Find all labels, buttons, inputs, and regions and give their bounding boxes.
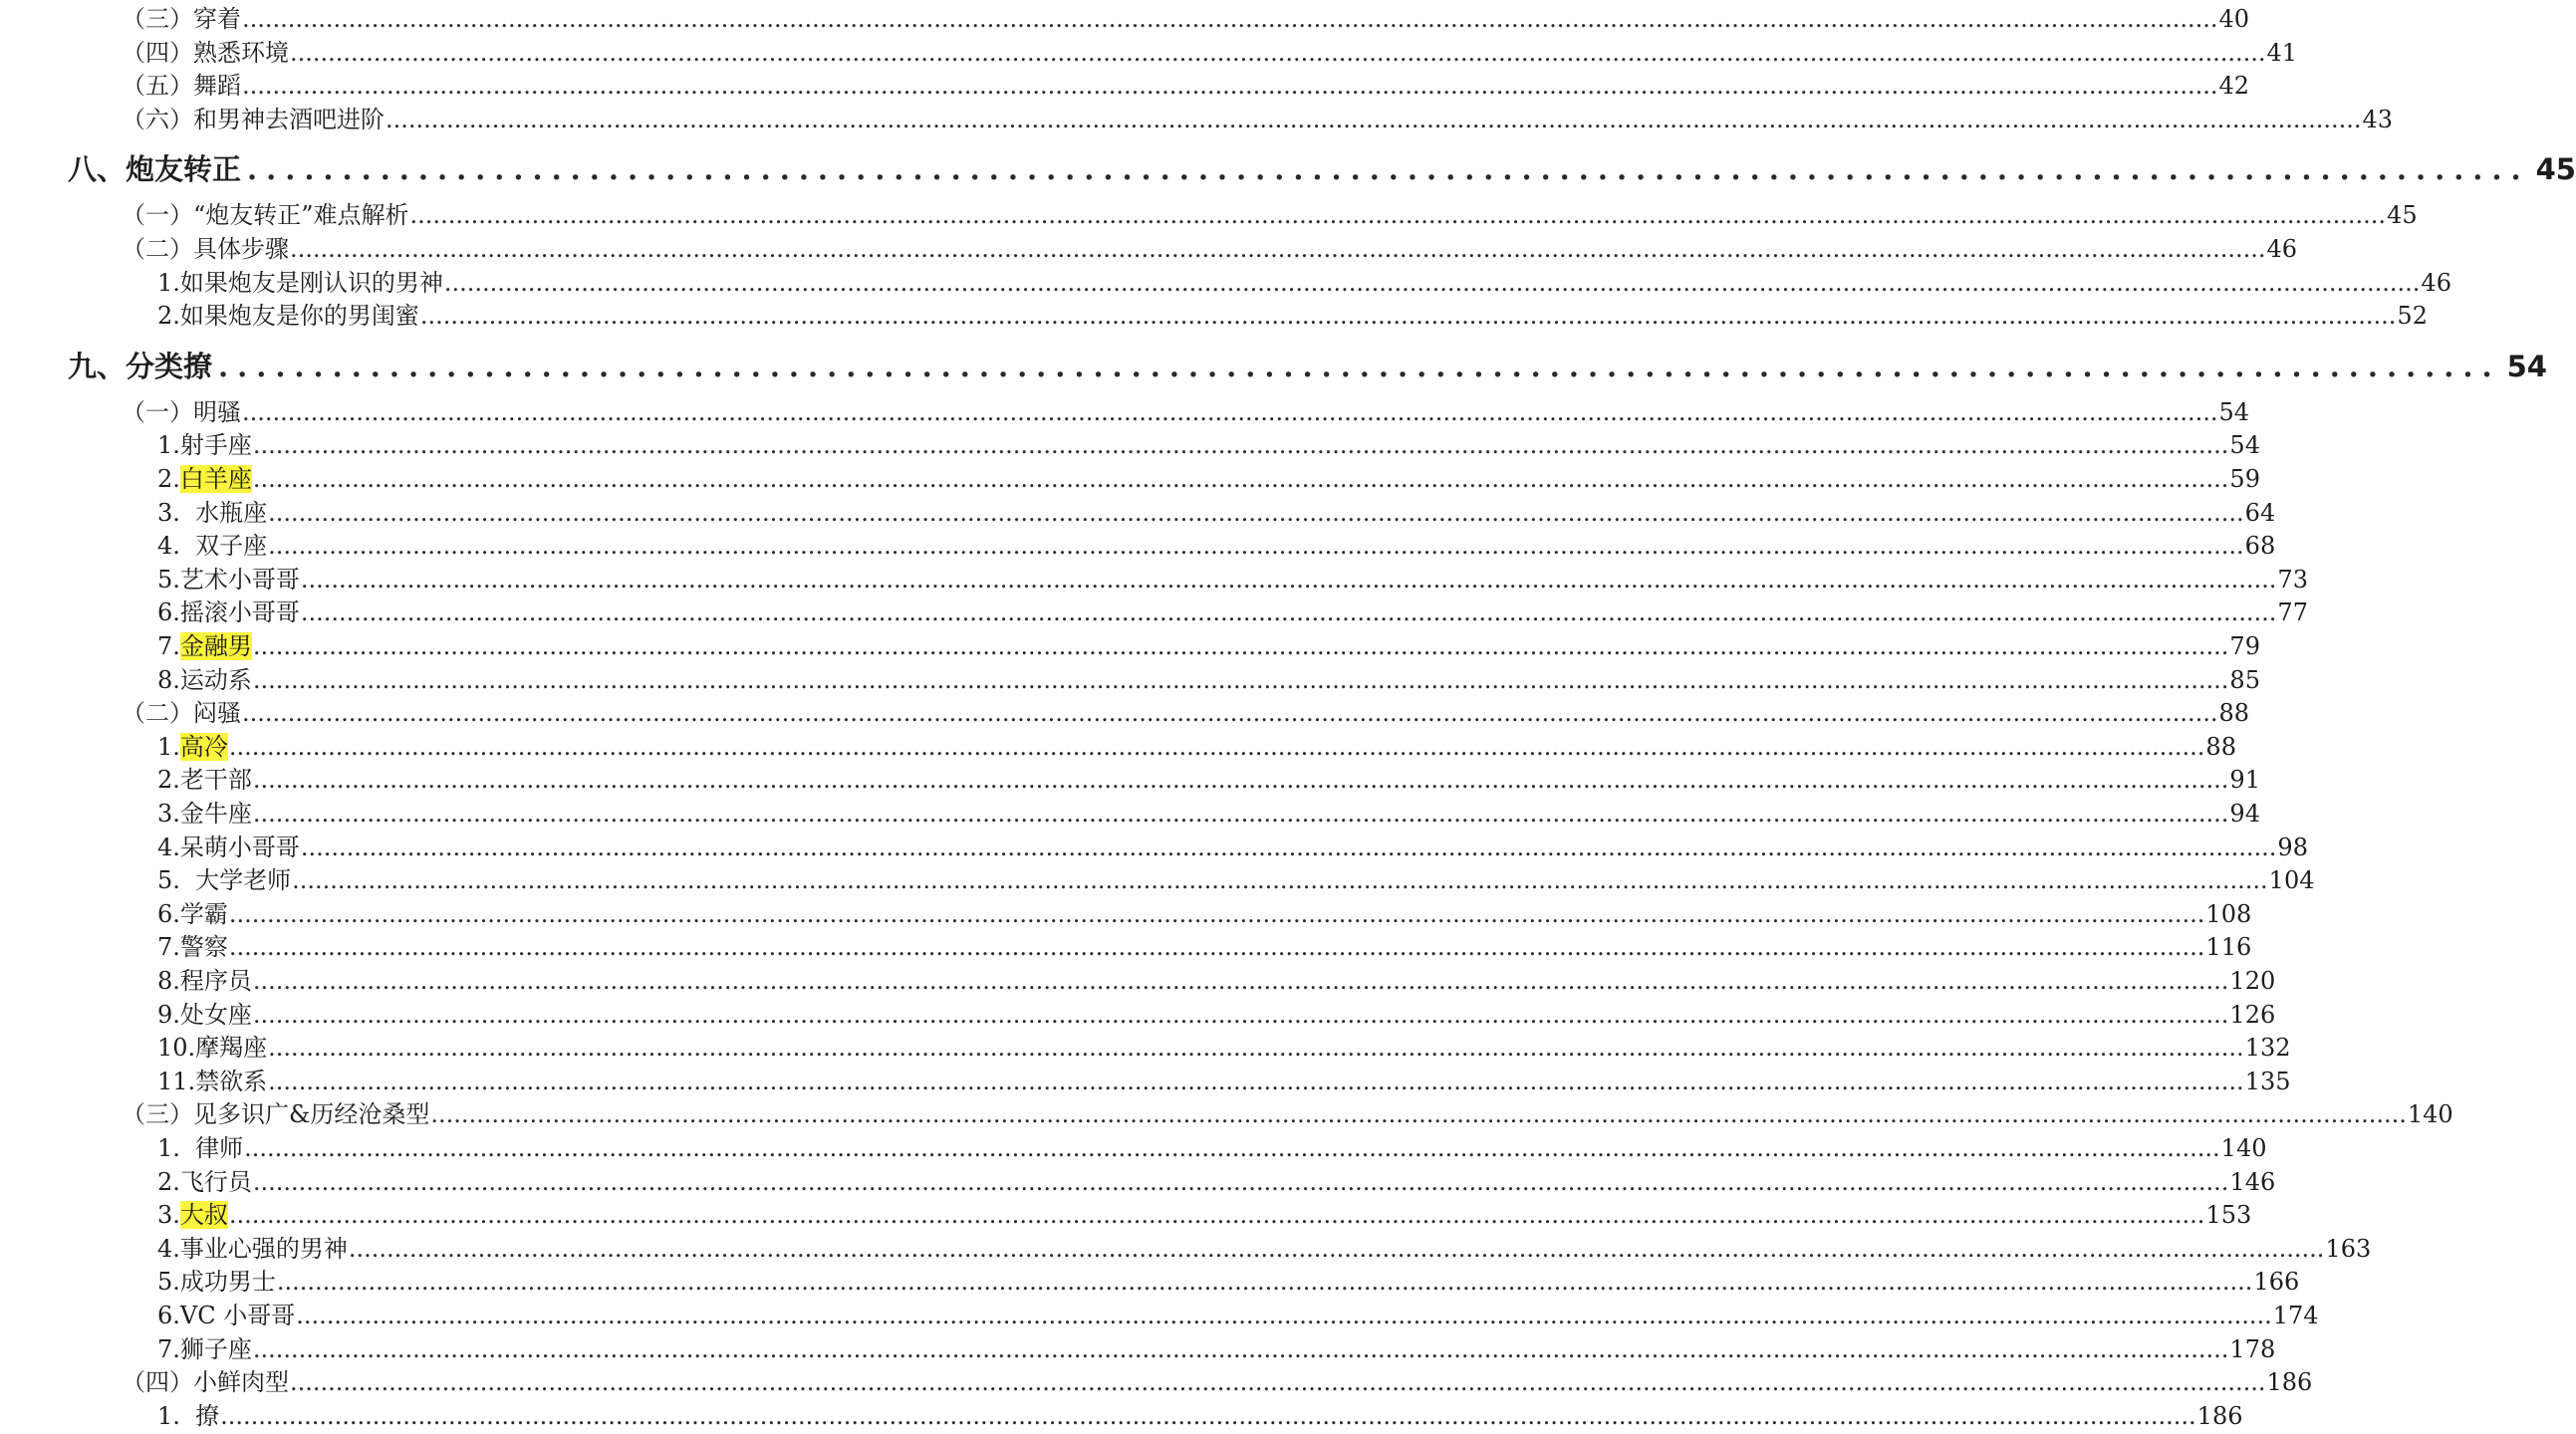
toc-entry-title: 舞蹈 <box>193 72 241 101</box>
toc-entry-prefix: 3. <box>157 498 196 527</box>
toc-entry-prefix: 2. <box>157 302 180 331</box>
dot-leader: .................................................................................................................................................................................................................................................................... <box>242 72 2218 101</box>
toc-entry-prefix: 11. <box>157 1067 196 1095</box>
toc-entry-label <box>157 1334 252 1364</box>
toc-page-number: 43 <box>2362 105 2394 133</box>
toc-entry-prefix: 2. <box>157 465 180 493</box>
toc-page-number: 52 <box>2397 302 2428 331</box>
toc-entry-label <box>122 105 385 134</box>
toc-item[interactable] <box>157 1033 2291 1063</box>
toc-page-number: 108 <box>2205 899 2252 928</box>
toc-page-number: 85 <box>2229 665 2260 694</box>
toc-entry-label <box>68 349 212 384</box>
toc-item[interactable] <box>157 268 2451 298</box>
toc-entry-title: 白羊座 <box>179 465 252 493</box>
toc-section[interactable] <box>122 698 2250 728</box>
dot-leader: .................................................................................................................................................................................................................................................................... <box>228 1201 2205 1230</box>
toc-section[interactable] <box>122 1367 2313 1397</box>
toc-page-number: 135 <box>2244 1067 2291 1095</box>
toc-entry-prefix: 8. <box>157 665 180 694</box>
toc-entry-prefix: 九、 <box>68 349 127 383</box>
toc-entry-title: 禁欲系 <box>195 1067 268 1095</box>
toc-page-number: 166 <box>2253 1268 2300 1297</box>
toc-item[interactable] <box>157 799 2260 829</box>
toc-entry-title: 和男神去酒吧进阶 <box>193 105 385 133</box>
toc-entry-prefix: 6. <box>157 598 180 627</box>
toc-item[interactable] <box>157 301 2428 331</box>
dot-leader: .................................................................................................................................................................................................................................................................... <box>386 105 2362 133</box>
dot-leader: .................................................................................................................................................................................................................................................................... <box>268 1067 2244 1095</box>
toc-entry-label <box>157 268 443 298</box>
toc-item[interactable] <box>157 430 2260 460</box>
toc-entry-prefix: 1. <box>157 268 180 297</box>
toc-entry-title: 运动系 <box>179 665 252 694</box>
toc-entry-label <box>157 531 267 561</box>
toc-section[interactable] <box>122 200 2418 230</box>
toc-entry-title: 金融男 <box>179 632 252 660</box>
toc-page-number: 45 <box>2387 201 2418 230</box>
dot-leader: .................................................................................................................................................................................................................................................................... <box>242 5 2218 33</box>
dot-leader: .................................................................................................................................................................................................................................................................... <box>242 699 2218 728</box>
toc-entry-prefix: （一） <box>122 397 193 426</box>
toc-entry-label <box>122 4 241 34</box>
toc-entry-title: 成功男士 <box>179 1268 276 1297</box>
dot-leader: .................................................................................................................................................................................................................................................................... <box>268 498 2244 527</box>
toc-entry-prefix: （四） <box>122 38 193 67</box>
dot-leader: .................................................................................................................................................................................................................................................................... <box>252 766 2229 795</box>
toc-entry-title: 老干部 <box>179 766 252 795</box>
toc-section[interactable] <box>122 234 2298 264</box>
toc-page-number: 186 <box>2196 1401 2243 1430</box>
toc-entry-label <box>122 1099 429 1129</box>
toc-entry-title: 艺术小哥哥 <box>179 565 300 594</box>
toc-entry-title: 处女座 <box>179 1000 252 1029</box>
dot-leader: .................................................................................................................................................................................................................................................................... <box>348 1234 2325 1263</box>
toc-entry-title: 金牛座 <box>179 800 252 828</box>
toc-item[interactable] <box>157 665 2260 695</box>
toc-chapter[interactable] <box>68 151 2576 187</box>
toc-entry-prefix: 5. <box>157 1268 180 1297</box>
toc-item[interactable] <box>157 464 2260 494</box>
toc-entry-prefix: 2. <box>157 766 180 795</box>
toc-entry-prefix: 5. <box>157 866 196 895</box>
toc-item[interactable] <box>157 1200 2252 1230</box>
toc-entry-label <box>157 833 300 862</box>
toc-entry-label <box>157 565 300 595</box>
toc-entry-prefix: （二） <box>122 235 193 263</box>
toc-item[interactable] <box>157 1067 2291 1096</box>
toc-page-number: 126 <box>2229 1000 2276 1029</box>
toc-page-number: 132 <box>2244 1034 2291 1063</box>
toc-entry-label <box>157 1301 295 1330</box>
toc-item[interactable] <box>157 1334 2276 1364</box>
toc-entry-title: 穿着 <box>193 5 241 33</box>
dot-leader: .................................................................................................................................................................................................................................................................... <box>300 833 2277 861</box>
toc-entry-prefix: （五） <box>122 72 193 101</box>
toc-entry-prefix: （三） <box>122 1100 193 1129</box>
toc-entry-label <box>157 799 252 829</box>
dot-leader: .................................................................................................................................................................................................................................................................... <box>300 598 2277 627</box>
toc-page-number: 40 <box>2218 5 2250 33</box>
dot-leader: .................................................................................................................................................................................................................................................................... <box>252 1334 2229 1363</box>
toc-entry-title: 如果炮友是刚认识的男神 <box>179 268 443 297</box>
toc-page-number: 120 <box>2229 967 2276 995</box>
toc-entry-title: 摩羯座 <box>195 1034 268 1063</box>
toc-item[interactable] <box>157 1401 2243 1431</box>
toc-page-number: 73 <box>2277 565 2308 594</box>
toc-entry-prefix: 8. <box>157 967 180 995</box>
toc-entry-prefix: 4. <box>157 532 196 561</box>
toc-entry-title: VC 小哥哥 <box>179 1302 296 1329</box>
toc-entry-label <box>157 966 252 996</box>
toc-entry-title: 见多识广&历经沧桑型 <box>193 1100 430 1129</box>
dot-leader: .................................................................................................................................................................................................................................................................... <box>228 899 2205 928</box>
toc-page-number: 140 <box>2407 1100 2453 1129</box>
toc-item[interactable] <box>157 498 2276 528</box>
toc-entry-label <box>157 598 300 627</box>
toc-entry-prefix: （六） <box>122 105 193 133</box>
toc-entry-title: 闷骚 <box>193 699 241 728</box>
toc-section[interactable] <box>122 1099 2453 1129</box>
toc-entry-prefix: 1. <box>157 1401 196 1430</box>
toc-entry-title: 如果炮友是你的男闺蜜 <box>179 302 419 331</box>
toc-page-number: 46 <box>2266 235 2298 263</box>
toc-entry-title: 熟悉环境 <box>193 38 289 67</box>
toc-entry-prefix: 4. <box>157 1234 180 1263</box>
toc-entry-prefix: 1. <box>157 431 180 460</box>
toc-entry-label <box>122 397 241 427</box>
toc-item[interactable] <box>157 1133 2267 1163</box>
dot-leader: .................................................................................................................................................................................................................................................................... <box>290 38 2266 67</box>
toc-item[interactable] <box>157 531 2276 561</box>
dot-leader: .................................................................................................................................................................................................................................................................... <box>300 565 2277 594</box>
toc-entry-title: 飞行员 <box>179 1167 252 1196</box>
toc-page-number: 88 <box>2205 732 2236 761</box>
toc-item[interactable] <box>157 865 2315 895</box>
dot-leader: .................................................................................................................................................................................................................................................................... <box>276 1268 2253 1297</box>
dot-leader: .................................................................................................................................................................................................................................................................... <box>290 1368 2266 1397</box>
toc-page-number: 104 <box>2268 866 2315 895</box>
dot-leader: .................................................................................................................................................................................................................................................................... <box>296 1302 2272 1329</box>
toc-entry-prefix: 3. <box>157 1201 180 1230</box>
toc-page-number: 42 <box>2218 72 2250 101</box>
toc-entry-title: 事业心强的男神 <box>179 1234 348 1263</box>
toc-page-number: 178 <box>2229 1334 2276 1363</box>
toc-item[interactable] <box>157 1234 2372 1264</box>
toc-entry-label <box>157 1133 243 1163</box>
toc-entry-label <box>122 200 409 230</box>
toc-entry-prefix: 7. <box>157 1334 180 1363</box>
toc-section[interactable] <box>122 4 2250 34</box>
toc-entry-label <box>157 665 252 695</box>
toc-page-number: 68 <box>2244 532 2276 561</box>
dot-leader: .................................................................................................................................................................................................................................................................... <box>292 866 2268 895</box>
dot-leader: ........................................................................................................................ <box>247 152 2530 187</box>
toc-entry-title: 炮友转正 <box>126 152 242 187</box>
toc-entry-prefix: 1. <box>157 732 180 761</box>
toc-page-number: 174 <box>2272 1302 2319 1329</box>
toc-entry-title: 撩 <box>195 1401 220 1430</box>
toc-entry-label <box>122 1367 289 1397</box>
toc-entry-prefix: 6. <box>157 1302 180 1329</box>
toc-entry-label <box>157 765 252 795</box>
toc-page-number: 163 <box>2325 1234 2372 1263</box>
toc-entry-title: 明骚 <box>193 397 241 426</box>
dot-leader: .................................................................................................................................................................................................................................................................... <box>409 201 2387 230</box>
toc-entry-title: 律师 <box>195 1134 244 1162</box>
toc-entry-prefix: （一） <box>122 201 193 230</box>
toc-entry-label <box>122 234 289 264</box>
dot-leader: ........................................................................................................................ <box>218 349 2501 383</box>
toc-entry-prefix: 5. <box>157 565 180 594</box>
toc-entry-title: 大叔 <box>179 1201 228 1230</box>
toc-page-number: 79 <box>2229 632 2260 660</box>
toc-entry-title: 程序员 <box>179 967 252 995</box>
toc-entry-label <box>157 301 419 331</box>
toc-item[interactable] <box>157 932 2252 962</box>
toc-item[interactable] <box>157 966 2276 996</box>
dot-leader: .................................................................................................................................................................................................................................................................... <box>220 1401 2196 1430</box>
dot-leader: .................................................................................................................................................................................................................................................................... <box>252 1167 2229 1196</box>
toc-page-number: 41 <box>2266 38 2298 67</box>
toc-entry-title: 水瓶座 <box>195 498 268 527</box>
toc-entry-prefix: 3. <box>157 800 180 828</box>
dot-leader: .................................................................................................................................................................................................................................................................... <box>268 1034 2244 1063</box>
toc-entry-label <box>122 38 289 68</box>
toc-item[interactable] <box>157 1000 2276 1030</box>
toc-page-number: 153 <box>2205 1201 2252 1230</box>
toc-entry-prefix: 1. <box>157 1134 196 1162</box>
toc-entry-label <box>157 1067 267 1096</box>
toc-page-number: 64 <box>2244 498 2276 527</box>
toc-entry-label <box>157 932 228 962</box>
toc-entry-title: 学霸 <box>179 899 228 928</box>
toc-item[interactable] <box>157 899 2252 929</box>
dot-leader: .................................................................................................................................................................................................................................................................... <box>252 632 2229 660</box>
toc-section[interactable] <box>122 71 2250 101</box>
toc-entry-prefix: 八、 <box>68 152 127 187</box>
toc-item[interactable] <box>157 598 2308 627</box>
toc-entry-label <box>122 71 241 101</box>
toc-entry-title: 摇滚小哥哥 <box>179 598 300 627</box>
toc-entry-title: 分类撩 <box>126 349 213 383</box>
toc-chapter[interactable] <box>68 349 2547 384</box>
toc-item[interactable] <box>157 732 2236 762</box>
toc-entry-title: 高冷 <box>179 732 228 761</box>
toc-entry-prefix: 10. <box>157 1034 196 1063</box>
dot-leader: .................................................................................................................................................................................................................................................................... <box>443 268 2421 297</box>
toc-entry-title: 射手座 <box>179 431 252 460</box>
toc-entry-label <box>157 899 228 929</box>
toc-section[interactable] <box>122 105 2394 134</box>
toc-entry-prefix: （三） <box>122 5 193 33</box>
toc-entry-title: “炮友转正”难点解析 <box>193 201 409 230</box>
toc-entry-label <box>157 1200 228 1230</box>
toc-entry-title: 狮子座 <box>179 1334 252 1363</box>
toc-entry-label <box>157 1167 252 1197</box>
toc-page-number: 94 <box>2229 800 2260 828</box>
dot-leader: .................................................................................................................................................................................................................................................................... <box>268 532 2244 561</box>
toc-entry-prefix: 7. <box>157 933 180 962</box>
toc-entry-label <box>157 1234 348 1264</box>
dot-leader: .................................................................................................................................................................................................................................................................... <box>430 1100 2407 1129</box>
toc-entry-prefix: （二） <box>122 699 193 728</box>
toc-page-number: 54 <box>2229 431 2260 460</box>
dot-leader: .................................................................................................................................................................................................................................................................... <box>228 732 2205 761</box>
toc-entry-label <box>157 1401 219 1431</box>
toc-item[interactable] <box>157 631 2260 661</box>
toc-page-number: 77 <box>2277 598 2308 627</box>
dot-leader: .................................................................................................................................................................................................................................................................... <box>252 431 2229 460</box>
dot-leader: .................................................................................................................................................................................................................................................................... <box>242 397 2218 426</box>
toc-page-number: 45 <box>2535 152 2576 187</box>
dot-leader: .................................................................................................................................................................................................................................................................... <box>252 800 2229 828</box>
toc-entry-title: 呆萌小哥哥 <box>179 833 300 861</box>
toc-entry-label <box>157 1033 267 1063</box>
toc-page-number: 46 <box>2421 268 2451 297</box>
toc-entry-label <box>157 498 267 528</box>
toc-item[interactable] <box>157 1267 2300 1297</box>
toc-item[interactable] <box>157 1301 2319 1330</box>
toc-page-number: 98 <box>2277 833 2308 861</box>
toc-page-number: 116 <box>2205 933 2252 962</box>
toc-page-number: 140 <box>2220 1134 2267 1162</box>
toc-page-number: 146 <box>2229 1167 2276 1196</box>
dot-leader: .................................................................................................................................................................................................................................................................... <box>252 465 2229 493</box>
toc-entry-prefix: 2. <box>157 1167 180 1196</box>
toc-entry-label <box>157 865 291 895</box>
dot-leader: .................................................................................................................................................................................................................................................................... <box>252 967 2229 995</box>
toc-item[interactable] <box>157 833 2308 862</box>
toc-section[interactable] <box>122 397 2250 427</box>
toc-entry-title: 具体步骤 <box>193 235 289 263</box>
dot-leader: .................................................................................................................................................................................................................................................................... <box>290 235 2266 263</box>
toc-entry-title: 警察 <box>179 933 228 962</box>
toc-item[interactable] <box>157 765 2260 795</box>
toc-entry-label <box>157 732 228 762</box>
dot-leader: .................................................................................................................................................................................................................................................................... <box>252 665 2229 694</box>
toc-entry-title: 小鲜肉型 <box>193 1368 289 1397</box>
toc-entry-title: 大学老师 <box>195 866 292 895</box>
toc-page-number: 54 <box>2506 349 2547 383</box>
toc-entry-label <box>157 1000 252 1030</box>
toc-entry-prefix: 6. <box>157 899 180 928</box>
toc-section[interactable] <box>122 38 2298 68</box>
toc-entry-label <box>157 430 252 460</box>
dot-leader: .................................................................................................................................................................................................................................................................... <box>252 1000 2229 1029</box>
toc-entry-prefix: （四） <box>122 1368 193 1397</box>
toc-entry-label <box>157 464 252 494</box>
toc-page-number: 91 <box>2229 766 2260 795</box>
toc-page-number: 54 <box>2218 397 2250 426</box>
dot-leader: .................................................................................................................................................................................................................................................................... <box>244 1134 2220 1162</box>
toc-entry-prefix: 9. <box>157 1000 180 1029</box>
toc-page-number: 88 <box>2218 699 2250 728</box>
toc-entry-label <box>68 151 241 187</box>
toc-entry-label <box>122 698 241 728</box>
dot-leader: .................................................................................................................................................................................................................................................................... <box>419 302 2397 331</box>
toc-page-number: 186 <box>2266 1368 2313 1397</box>
dot-leader: .................................................................................................................................................................................................................................................................... <box>228 933 2205 962</box>
toc-entry-prefix: 4. <box>157 833 180 861</box>
toc-item[interactable] <box>157 565 2308 595</box>
toc-entry-title: 双子座 <box>195 532 268 561</box>
toc-page-number: 59 <box>2229 465 2260 493</box>
toc-entry-label <box>157 631 252 661</box>
toc-entry-label <box>157 1267 276 1297</box>
toc-entry-prefix: 7. <box>157 632 180 660</box>
toc-item[interactable] <box>157 1167 2276 1197</box>
